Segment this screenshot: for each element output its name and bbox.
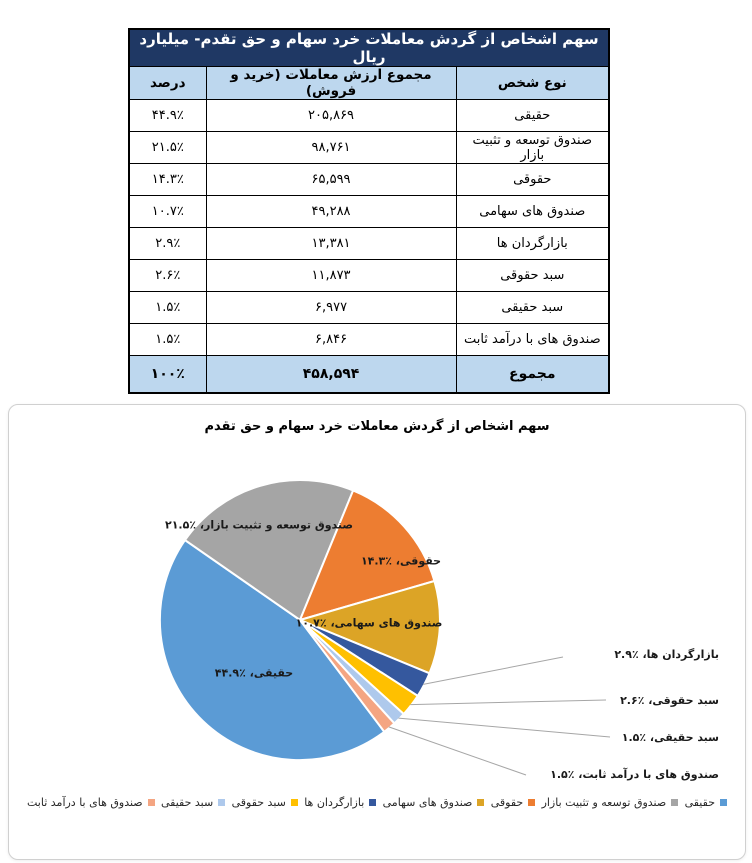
legend-item (685, 796, 727, 809)
row-type: صندوق های با درآمد ثابت (456, 324, 609, 356)
row-type: حقیقی (456, 100, 609, 132)
pie-chart-card (8, 404, 746, 860)
table-row (129, 132, 609, 164)
row-percent: ۱۰.۷٪ (129, 196, 206, 228)
row-value: ۶,۹۷۷ (206, 292, 456, 324)
legend-item (383, 796, 485, 809)
legend-marker (477, 799, 484, 806)
pie-slice-label: حقوقی، ٪۱۴.۳ (360, 554, 442, 568)
legend-label: صندوق های با درآمد ثابت (27, 796, 143, 809)
row-percent: ۱.۵٪ (129, 324, 206, 356)
column-header-percent: درصد (129, 67, 206, 100)
leader-line (410, 700, 606, 705)
row-percent: ۲.۶٪ (129, 260, 206, 292)
column-header-value: مجموع ارزش معاملات (خرید و فروش) (206, 67, 456, 100)
table-title-row (129, 29, 609, 67)
table-row (129, 324, 609, 356)
row-type: حقوقی (456, 164, 609, 196)
legend-label: حقیقی (684, 796, 715, 809)
legend-item (491, 796, 535, 809)
row-value: ۹۸,۷۶۱ (206, 132, 456, 164)
table-title: سهم اشخاص از گردش معاملات خرد سهام و حق تقدم- میلیارد ریال (129, 29, 609, 67)
legend-label: سبد حقیقی (161, 796, 214, 809)
legend-marker (369, 799, 376, 806)
row-value: ۱۱,۸۷۳ (206, 260, 456, 292)
total-percent: ۱۰۰٪ (129, 356, 206, 394)
pie-slice-label: صندوق های با درآمد ثابت، ٪۱.۵ (550, 768, 719, 781)
column-header-type: نوع شخص (456, 67, 609, 100)
leader-line (399, 718, 611, 737)
pie-chart (9, 405, 743, 857)
turnover-table (128, 28, 610, 394)
legend-item (542, 796, 679, 809)
chart-title: سهم اشخاص از گردش معاملات خرد سهام و حق تقدم (204, 419, 550, 434)
table-row (129, 164, 609, 196)
row-value: ۴۹,۲۸۸ (206, 196, 456, 228)
table-total-row (129, 356, 609, 394)
pie-slice-label: صندوق های سهامی، ٪۱۰.۷ (295, 616, 443, 630)
legend-item (161, 796, 225, 809)
legend-label: صندوق توسعه و تثبیت بازار (541, 796, 667, 809)
row-type: بازارگردان ها (456, 228, 609, 260)
legend-item (232, 796, 298, 809)
total-label: مجموع (456, 356, 609, 394)
legend-label: سبد حقوقی (231, 796, 286, 809)
table-row (129, 196, 609, 228)
row-type: سبد حقیقی (456, 292, 609, 324)
row-type: صندوق توسعه و تثبیت بازار (456, 132, 609, 164)
table-row (129, 228, 609, 260)
legend-marker (148, 799, 155, 806)
chart-legend (27, 796, 727, 809)
row-percent: ۲.۹٪ (129, 228, 206, 260)
legend-label: بازارگردان ها (304, 796, 365, 809)
table-row (129, 100, 609, 132)
pie-slice-label: صندوق توسعه و تثبیت بازار، ٪۲۱.۵ (164, 518, 354, 532)
row-value: ۱۳,۳۸۱ (206, 228, 456, 260)
row-percent: ۱۴.۳٪ (129, 164, 206, 196)
row-value: ۶,۸۴۶ (206, 324, 456, 356)
total-value: ۴۵۸,۵۹۴ (206, 356, 456, 394)
row-value: ۲۰۵,۸۶۹ (206, 100, 456, 132)
legend-marker (671, 799, 678, 806)
table-header-row (129, 67, 609, 100)
row-percent: ۴۴.۹٪ (129, 100, 206, 132)
row-type: سبد حقوقی (456, 260, 609, 292)
table-row (129, 260, 609, 292)
legend-item (304, 796, 376, 809)
row-percent: ۲۱.۵٪ (129, 132, 206, 164)
leader-line (389, 727, 526, 775)
pie-slice-label: سبد حقیقی، ٪۱.۵ (621, 731, 719, 744)
legend-marker (218, 799, 225, 806)
legend-marker (720, 799, 727, 806)
pie-slice-label: سبد حقوقی، ٪۲.۶ (620, 694, 719, 707)
table-row (129, 292, 609, 324)
row-percent: ۱.۵٪ (129, 292, 206, 324)
row-value: ۶۵,۵۹۹ (206, 164, 456, 196)
legend-label: حقوقی (490, 796, 524, 809)
row-type: صندوق های سهامی (456, 196, 609, 228)
legend-item (27, 796, 155, 809)
pie-slice-label: حقیقی، ٪۴۴.۹ (214, 666, 294, 680)
pie-slice-label: بازارگردان ها، ٪۲.۹ (614, 648, 719, 661)
legend-label: صندوق های سهامی (382, 796, 473, 809)
legend-marker (291, 799, 298, 806)
legend-marker (528, 799, 535, 806)
leader-line (423, 657, 563, 684)
